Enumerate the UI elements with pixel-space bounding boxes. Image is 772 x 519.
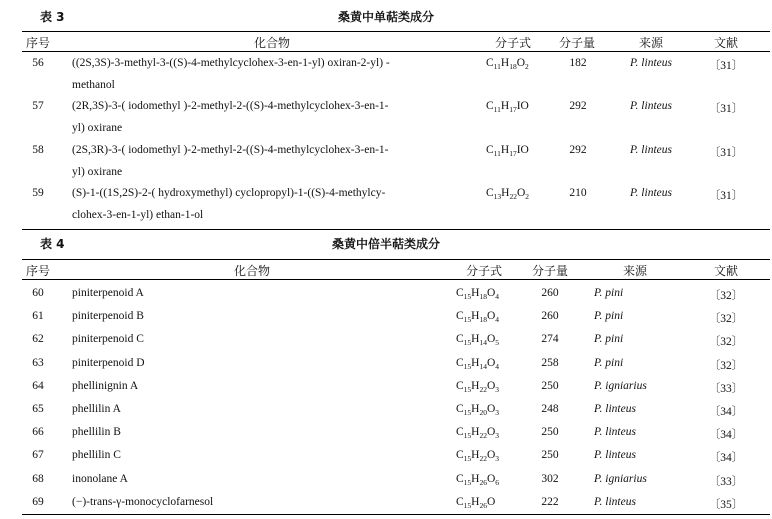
formula-subscript: 15 <box>463 501 472 510</box>
table4-header-no: 序号 <box>25 264 50 278</box>
source-species: P. pini <box>594 357 624 369</box>
compound-name-continued: yl) oxirane <box>72 122 123 134</box>
table3-header-mw: 分子量 <box>558 36 595 50</box>
compound-name: phellinignin A <box>72 380 139 392</box>
compound-name: (2S,3R)-3-( iodomethyl )-2-methyl-2-((S)-4-methylcyclohex-3-en-1- <box>72 144 389 156</box>
source-species: P. igniarius <box>594 380 647 392</box>
reference: 〔31〕 <box>708 60 744 72</box>
molecular-weight: 248 <box>541 403 559 415</box>
formula-subscript: 17 <box>509 105 517 114</box>
molecular-weight: 258 <box>541 357 559 369</box>
formula-element: C <box>486 187 494 199</box>
formula-cell <box>456 380 520 392</box>
formula-subscript: 14 <box>479 362 487 371</box>
formula-subscript: 15 <box>463 431 472 440</box>
row-number: 62 <box>32 333 44 345</box>
table3-header-rule <box>22 51 770 52</box>
formula-subscript: 15 <box>463 408 472 417</box>
formula-subscript: 26 <box>479 478 487 487</box>
formula-subscript: 17 <box>509 149 517 158</box>
molecular-weight: 250 <box>541 449 559 461</box>
reference: 〔33〕 <box>708 383 744 395</box>
formula-subscript: 15 <box>463 338 472 347</box>
formula-element: O <box>486 403 496 415</box>
table4-header-mw: 分子量 <box>531 264 568 278</box>
source-cell <box>612 187 690 199</box>
formula-subscript: 22 <box>479 431 487 440</box>
source-species: P. pini <box>594 310 624 322</box>
formula-subscript: 11 <box>493 105 501 114</box>
source-species: P. igniarius <box>594 473 647 485</box>
molecular-weight: 260 <box>541 287 559 299</box>
formula-element: C <box>456 496 464 508</box>
molecular-weight: 292 <box>569 144 587 156</box>
reference: 〔35〕 <box>708 499 744 511</box>
compound-name <box>72 496 442 508</box>
row-number: 65 <box>32 403 44 415</box>
compound-name: inonolane A <box>72 473 128 485</box>
formula-subscript: 22 <box>479 385 487 394</box>
compound-name-continued: clohex-3-en-1-yl) ethan-1-ol <box>72 209 204 221</box>
formula-subscript: 20 <box>479 408 487 417</box>
formula-cell <box>456 333 520 345</box>
row-number: 61 <box>32 310 44 322</box>
formula-subscript: 2 <box>525 62 529 71</box>
formula-element: H <box>471 496 480 508</box>
formula-element: O <box>516 187 526 199</box>
row-number: 56 <box>32 57 44 69</box>
formula-element: C <box>456 310 464 322</box>
source-cell <box>594 426 684 438</box>
formula-element: H <box>471 333 480 345</box>
formula-element: C <box>456 403 464 415</box>
formula-element: O <box>486 357 496 369</box>
formula-element: IO <box>516 100 529 112</box>
reference: 〔34〕 <box>708 406 744 418</box>
formula-element: H <box>471 380 480 392</box>
source-cell <box>594 496 684 508</box>
table4-caption: 桑黄中倍半萜类成分 <box>331 237 440 251</box>
source-cell <box>612 144 690 156</box>
source-cell <box>594 449 684 461</box>
compound-name: phellilin A <box>72 403 121 415</box>
formula-subscript: 15 <box>463 315 472 324</box>
reference: 〔32〕 <box>708 313 744 325</box>
formula-cell <box>456 426 520 438</box>
formula-subscript: 3 <box>495 408 500 417</box>
formula-element: H <box>471 287 480 299</box>
formula-cell <box>456 310 520 322</box>
reference: 〔34〕 <box>708 429 744 441</box>
source-species: P. pini <box>594 287 624 299</box>
reference: 〔32〕 <box>708 290 744 302</box>
formula-element: O <box>486 496 496 508</box>
molecular-weight: 250 <box>541 426 559 438</box>
formula-element: H <box>471 357 480 369</box>
table3-header-ref: 文献 <box>713 36 738 50</box>
molecular-weight: 250 <box>541 380 559 392</box>
row-number: 68 <box>32 473 44 485</box>
table4-title <box>0 233 772 253</box>
compound-name: (S)-1-((1S,2S)-2-( hydroxymethyl) cyclopropyl)-1-((S)-4-methylcy- <box>72 187 386 199</box>
formula-element: IO <box>516 144 529 156</box>
formula-element: H <box>471 473 480 485</box>
formula-cell <box>456 287 520 299</box>
formula-cell <box>486 187 546 199</box>
table3-caption: 桑黄中单萜类成分 <box>337 10 434 24</box>
reference: 〔32〕 <box>708 336 744 348</box>
reference: 〔31〕 <box>708 190 744 202</box>
formula-subscript: 18 <box>479 292 487 301</box>
compound-name: piniterpenoid D <box>72 357 145 369</box>
table3-header-formula: 分子式 <box>494 36 531 50</box>
formula-element: C <box>456 473 464 485</box>
row-number: 64 <box>32 380 44 392</box>
source-species: P. linteus <box>630 57 672 69</box>
source-cell <box>594 357 684 369</box>
formula-element: O <box>486 310 496 322</box>
formula-element: O <box>486 473 496 485</box>
formula-subscript: 2 <box>525 192 530 201</box>
compound-name-continued: yl) oxirane <box>72 166 123 178</box>
table3-header-source: 来源 <box>638 36 663 50</box>
formula-element: C <box>486 57 494 69</box>
formula-cell <box>456 496 520 508</box>
source-species: P. linteus <box>594 403 636 415</box>
formula-element: C <box>486 144 494 156</box>
source-cell <box>612 100 690 112</box>
formula-subscript: 15 <box>463 385 472 394</box>
molecular-weight: 274 <box>541 333 559 345</box>
molecular-weight: 302 <box>541 473 559 485</box>
formula-subscript: 14 <box>479 338 487 347</box>
formula-subscript: 3 <box>495 454 500 463</box>
table3-title <box>0 6 772 26</box>
formula-subscript: 26 <box>479 501 487 510</box>
formula-cell <box>486 57 546 69</box>
table4-header-rule <box>22 279 770 280</box>
source-species: P. linteus <box>594 496 636 508</box>
compound-name: piniterpenoid C <box>72 333 144 345</box>
table4-header-ref: 文献 <box>713 264 738 278</box>
source-cell <box>594 310 684 322</box>
formula-element: C <box>486 100 494 112</box>
reference: 〔31〕 <box>708 147 744 159</box>
formula-subscript: 18 <box>509 62 517 71</box>
formula-subscript: 11 <box>493 149 501 158</box>
row-number: 59 <box>32 187 44 199</box>
formula-element: C <box>456 380 464 392</box>
compound-name: piniterpenoid B <box>72 310 144 322</box>
formula-cell <box>486 100 546 112</box>
source-cell <box>612 57 690 69</box>
row-number: 66 <box>32 426 44 438</box>
compound-name-continued: methanol <box>72 79 115 91</box>
source-cell <box>594 380 684 392</box>
table3-label: 表 3 <box>40 10 65 24</box>
reference: 〔33〕 <box>708 476 744 488</box>
table3-bottom-rule <box>22 229 770 230</box>
source-cell <box>594 333 684 345</box>
row-number: 69 <box>32 496 44 508</box>
source-species: P. linteus <box>594 426 636 438</box>
row-number: 60 <box>32 287 44 299</box>
table4-header-compound: 化合物 <box>233 264 270 278</box>
reference: 〔34〕 <box>708 452 744 464</box>
compound-name: (2R,3S)-3-( iodomethyl )-2-methyl-2-((S)-4-methylcyclohex-3-en-1- <box>72 100 389 112</box>
formula-subscript: 4 <box>495 362 500 371</box>
molecular-weight: 292 <box>569 100 587 112</box>
formula-element: C <box>456 333 464 345</box>
compound-name: phellilin C <box>72 449 121 461</box>
source-species: P. linteus <box>630 144 672 156</box>
source-cell <box>594 287 684 299</box>
formula-subscript: 15 <box>463 292 472 301</box>
formula-subscript: 18 <box>479 315 487 324</box>
formula-element: H <box>500 144 510 156</box>
formula-subscript: 3 <box>495 385 500 394</box>
formula-subscript: 5 <box>495 338 500 347</box>
formula-subscript: 22 <box>509 192 517 201</box>
table3-header-compound: 化合物 <box>253 36 290 50</box>
formula-cell <box>456 473 520 485</box>
compound-name-text: (−)-trans-γ-monocyclofarnesol <box>72 496 214 508</box>
formula-element: H <box>471 310 480 322</box>
row-number: 63 <box>32 357 44 369</box>
formula-element: O <box>516 57 526 69</box>
table4-top-rule <box>22 259 770 260</box>
compound-name: ((2S,3S)-3-methyl-3-((S)-4-methylcyclohex-3-en-1-yl) oxiran-2-yl) - <box>72 57 390 69</box>
source-species: P. linteus <box>594 449 636 461</box>
row-number: 67 <box>32 449 44 461</box>
formula-cell <box>456 403 520 415</box>
compound-name: phellilin B <box>72 426 121 438</box>
formula-subscript: 13 <box>493 192 502 201</box>
formula-element: H <box>471 449 480 461</box>
formula-element: H <box>471 426 480 438</box>
compound-name: piniterpenoid A <box>72 287 144 299</box>
formula-element: H <box>501 187 510 199</box>
table4-label: 表 4 <box>40 237 65 251</box>
formula-subscript: 3 <box>495 431 500 440</box>
formula-element: H <box>471 403 480 415</box>
formula-cell <box>486 144 546 156</box>
molecular-weight: 182 <box>569 57 587 69</box>
molecular-weight: 222 <box>541 496 559 508</box>
formula-subscript: 11 <box>493 62 501 71</box>
reference: 〔31〕 <box>708 103 744 115</box>
formula-subscript: 4 <box>495 292 500 301</box>
source-cell <box>594 473 684 485</box>
table4-header-source: 来源 <box>622 264 647 278</box>
molecular-weight: 210 <box>569 187 587 199</box>
source-species: P. pini <box>594 333 624 345</box>
source-species: P. linteus <box>630 187 672 199</box>
formula-element: O <box>486 287 496 299</box>
formula-element: H <box>500 100 510 112</box>
formula-element: C <box>456 449 464 461</box>
formula-element: C <box>456 357 464 369</box>
table3-header-no: 序号 <box>25 36 50 50</box>
table4-bottom-rule <box>22 514 770 515</box>
formula-subscript: 22 <box>479 454 487 463</box>
formula-subscript: 4 <box>495 315 500 324</box>
molecular-weight: 260 <box>541 310 559 322</box>
formula-subscript: 15 <box>463 478 472 487</box>
formula-subscript: 6 <box>495 478 500 487</box>
formula-element: H <box>500 57 510 69</box>
formula-element: O <box>486 449 496 461</box>
formula-subscript: 15 <box>463 362 472 371</box>
formula-element: O <box>486 380 496 392</box>
formula-element: C <box>456 426 464 438</box>
table3-top-rule <box>22 31 770 32</box>
formula-cell <box>456 357 520 369</box>
source-species: P. linteus <box>630 100 672 112</box>
source-cell <box>594 403 684 415</box>
table4-header-formula: 分子式 <box>465 264 502 278</box>
formula-element: O <box>486 333 496 345</box>
formula-cell <box>456 449 520 461</box>
row-number: 58 <box>32 144 44 156</box>
formula-element: C <box>456 287 464 299</box>
formula-element: O <box>486 426 496 438</box>
reference: 〔32〕 <box>708 360 744 372</box>
row-number: 57 <box>32 100 44 112</box>
formula-subscript: 15 <box>463 454 472 463</box>
